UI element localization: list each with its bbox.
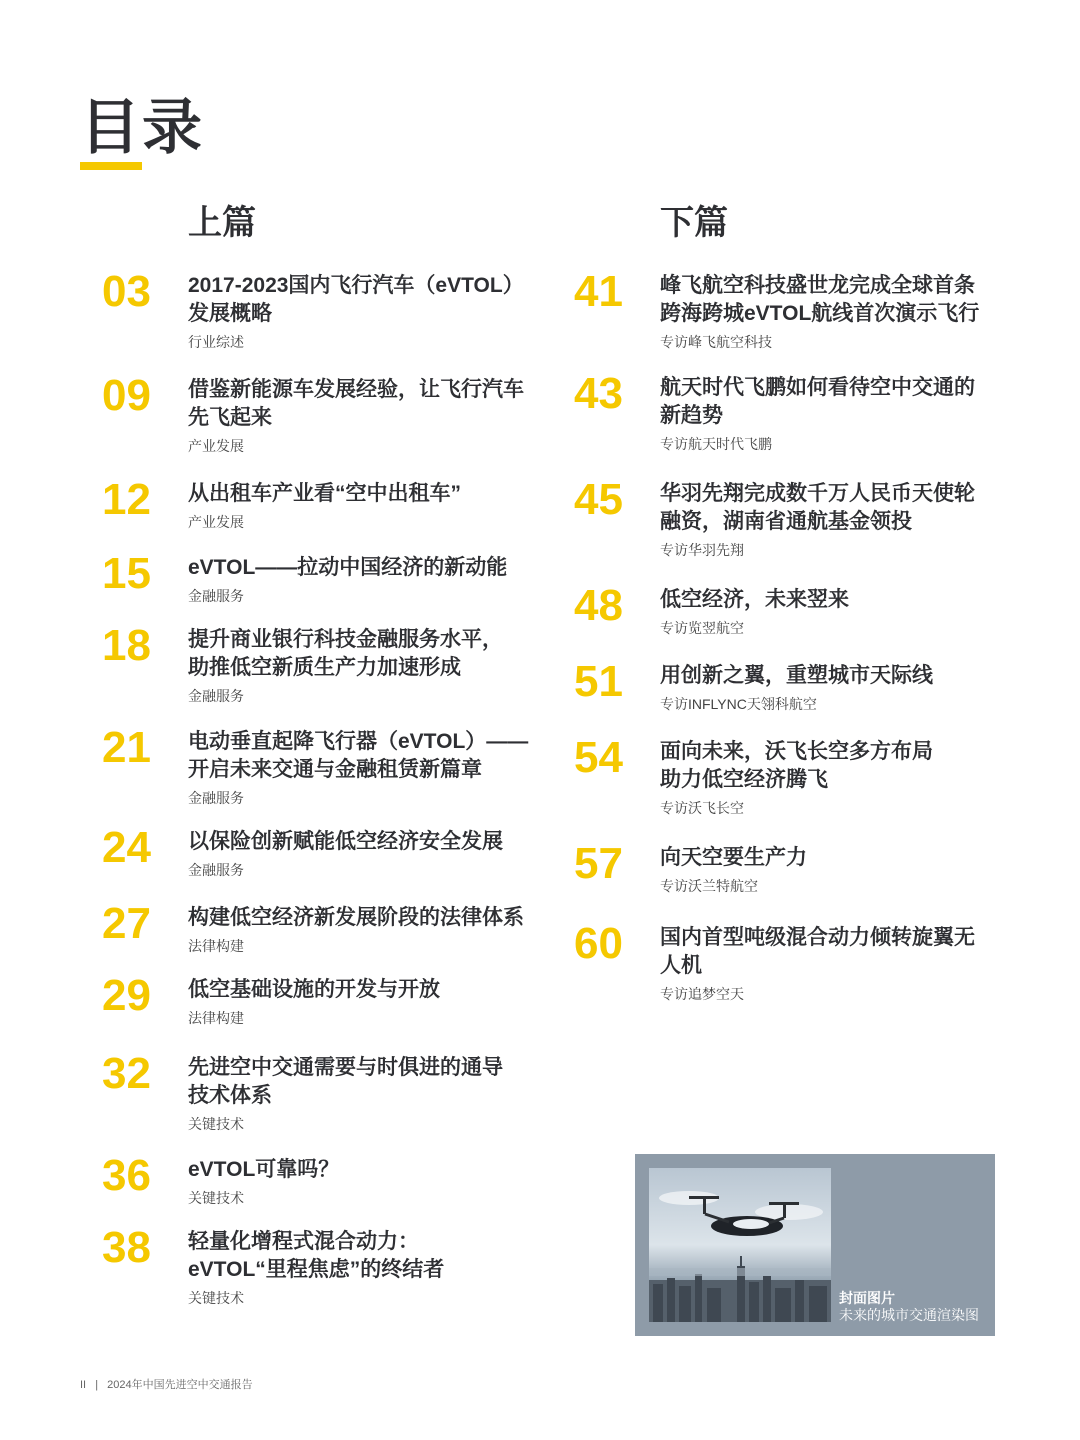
section-heading-part-two: 下篇 [660,204,728,242]
entry-title: 华羽先翔完成数千万人民币天使轮 融资，湖南省通航基金领投 [660,482,975,533]
entry-title: eVTOL可靠吗？ [188,1158,340,1181]
entry-category: 行业综述 [188,334,244,350]
page-number: 15 [102,549,151,598]
entry-category: 专访INFLYNC天翎科航空 [660,696,817,712]
cover-caption-subtitle: 未来的城市交通渲染图 [839,1307,979,1323]
entry-title: 国内首型吨级混合动力倾转旋翼无 人机 [660,926,975,977]
entry-category: 专访览翌航空 [660,620,744,636]
entry-category: 关键技术 [188,1116,244,1132]
page-footer [80,1376,259,1392]
entry-category: 专访追梦空天 [660,986,744,1002]
page-number: 09 [102,371,151,420]
entry-title: 借鉴新能源车发展经验，让飞行汽车 先飞起来 [188,378,524,429]
page-number: 18 [102,621,151,670]
footer-report-name: 2024年中国先进空中交通报告 [107,1379,253,1391]
entry-title: 2017-2023国内飞行汽车（eVTOL） 发展概略 [188,274,524,325]
page-number: 03 [102,267,151,316]
entry-title: 电动垂直起降飞行器（eVTOL）—— 开启未来交通与金融租赁新篇章 [188,730,529,781]
page-number: 45 [574,475,623,524]
entry-title: 向天空要生产力 [660,846,807,869]
entry-category: 专访华羽先翔 [660,542,744,558]
entry-category: 法律构建 [188,938,244,954]
page-number: 41 [574,267,623,316]
entry-title: 先进空中交通需要与时俱进的通导 技术体系 [188,1056,503,1107]
entry-category: 产业发展 [188,514,244,530]
page-title: 目录 [80,94,204,161]
entry-title: 航天时代飞鹏如何看待空中交通的 新趋势 [660,376,975,427]
entry-title: 构建低空经济新发展阶段的法律体系 [188,906,524,929]
entry-category: 专访峰飞航空科技 [660,334,772,350]
city-skyline [649,1256,831,1322]
entry-title: 面向未来，沃飞长空多方布局 助力低空经济腾飞 [660,740,933,791]
entry-category: 金融服务 [188,688,244,704]
page-number: 51 [574,657,623,706]
entry-category: 关键技术 [188,1190,244,1206]
page-number: 12 [102,475,151,524]
entry-category: 金融服务 [188,862,244,878]
page-number: 36 [102,1151,151,1200]
footer-separator: | [95,1379,99,1391]
page-number: 29 [102,971,151,1020]
page-number: 57 [574,839,623,888]
page-number: 24 [102,823,151,872]
entry-title: eVTOL——拉动中国经济的新动能 [188,556,508,579]
page-number: 48 [574,581,623,630]
page-number: 32 [102,1049,151,1098]
entry-title: 低空经济，未来翌来 [660,588,849,611]
entry-category: 法律构建 [188,1010,244,1026]
page-number: 60 [574,919,623,968]
evtol-city-illustration [649,1168,831,1322]
page-number: 21 [102,723,151,772]
entry-category: 专访航天时代飞鹏 [660,436,772,452]
entry-category: 专访沃飞长空 [660,800,744,816]
page-number: 38 [102,1223,151,1272]
entry-title: 以保险创新赋能低空经济安全发展 [188,830,503,853]
entry-category: 金融服务 [188,790,244,806]
section-heading-part-one: 上篇 [188,204,256,242]
cover-caption [839,1290,979,1324]
title-underline [80,162,142,170]
entry-title: 从出租车产业看“空中出租车” [188,482,461,505]
entry-category: 产业发展 [188,438,244,454]
cover-image [649,1168,831,1322]
entry-title: 用创新之翼，重塑城市天际线 [660,664,933,687]
entry-title: 峰飞航空科技盛世龙完成全球首条 跨海跨城eVTOL航线首次演示飞行 [660,274,980,325]
entry-category: 金融服务 [188,588,244,604]
page-number: 43 [574,369,623,418]
footer-page-label: II [80,1379,87,1391]
cover-caption-title: 封面图片 [839,1290,895,1306]
entry-title: 提升商业银行科技金融服务水平， 助推低空新质生产力加速形成 [188,628,503,679]
entry-title: 低空基础设施的开发与开放 [188,978,440,1001]
page-number: 27 [102,899,151,948]
entry-title: 轻量化增程式混合动力： eVTOL“里程焦虑”的终结者 [188,1230,445,1281]
cover-image-panel [635,1154,995,1336]
entry-category: 专访沃兰特航空 [660,878,758,894]
page-number: 54 [574,733,623,782]
entry-category: 关键技术 [188,1290,244,1306]
